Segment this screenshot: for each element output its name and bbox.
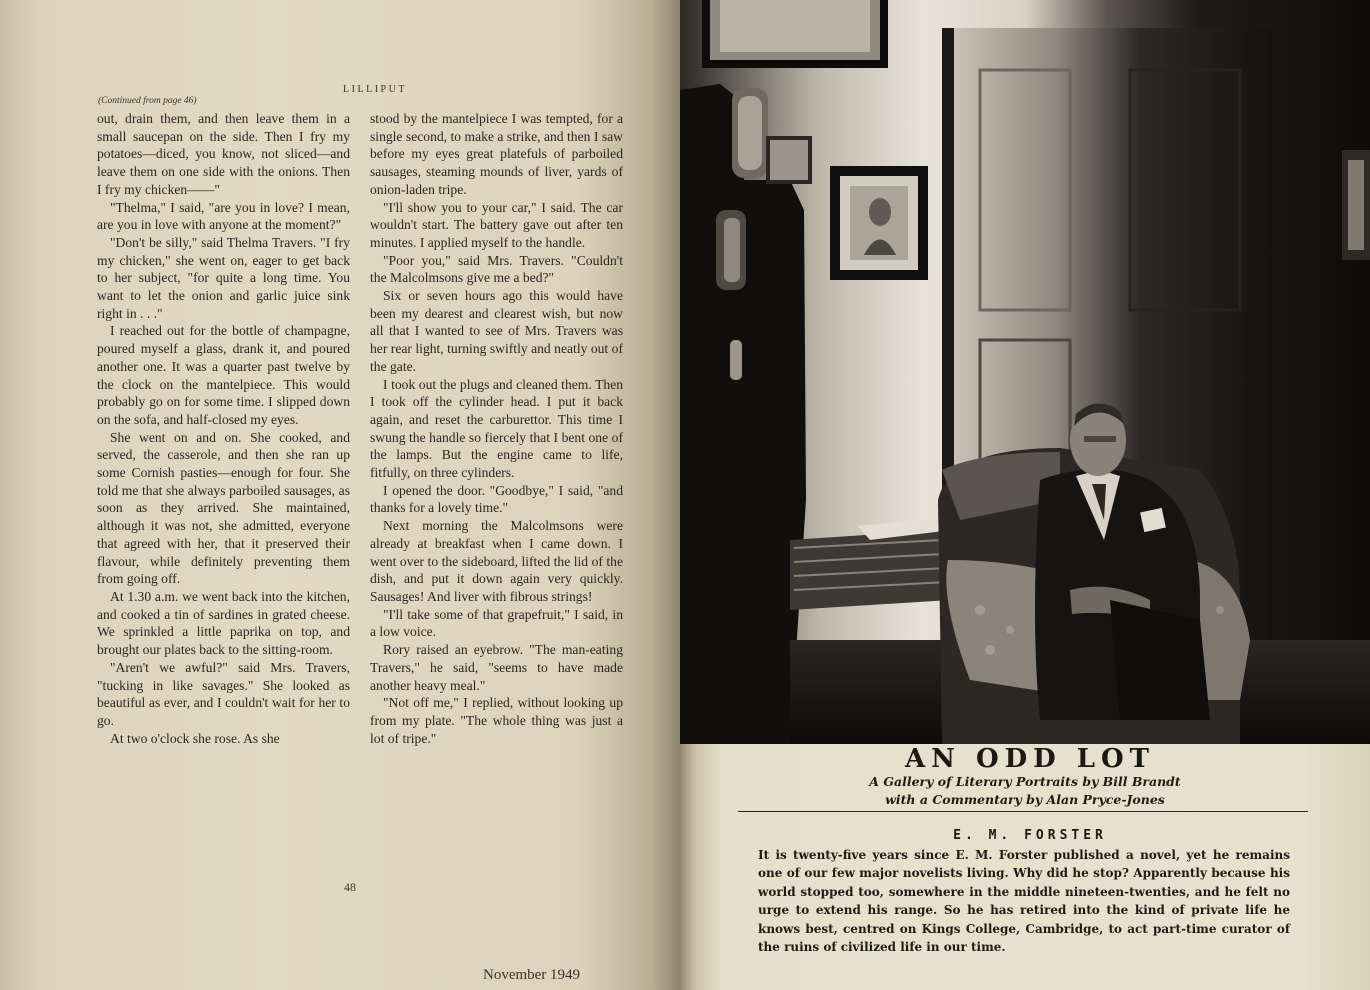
article-subtitle-1: A Gallery of Literary Portraits by Bill Brandt bbox=[869, 774, 1181, 789]
paragraph: I reached out for the bottle of champagne, poured myself a glass, drank it, and poured another one. It was a quarter past twelve by the clock on the mantelpiece. This would probably go on for some time. I slipped down on the sofa, and half-closed my eyes. bbox=[97, 323, 350, 427]
article-headline: AN ODD LOT bbox=[904, 744, 1156, 774]
paragraph: At two o'clock she rose. As she bbox=[110, 730, 280, 746]
commentary-text: It is twenty-five years since E. M. Forster published a novel, yet he remains one of our few major novelists living. Why did he stop? Apparently because his world stopped too, somewhere in the middle nineteen-twenties, and he felt no urge to extend his range. So he has retired into the kind of private life he knows best, centred on Kings College, Cambridge, to act part-time curator of the ruins of civilized life in our time. bbox=[758, 848, 1290, 955]
section-heading: E. M. FORSTER bbox=[953, 828, 1107, 843]
page-number: 48 bbox=[344, 880, 356, 894]
paragraph: "Don't be silly," said Thelma Travers. "I fry my chicken," she went on, eager to get back to her subject, "for quite a long time. You want to let the onion and garlic juice sink right in . . ." bbox=[97, 234, 350, 321]
paragraph: "I'll take some of that grapefruit," I said, in a low voice. bbox=[370, 606, 623, 640]
paragraph: stood by the mantelpiece I was tempted, for a single second, to make a strike, and then I saw before my eyes great platefuls of parboiled sausages, steaming mounds of liver, yards of onion-laden tripe. bbox=[370, 111, 623, 197]
left-page bbox=[0, 0, 680, 990]
paragraph: "I'll show you to your car," I said. The car wouldn't start. The battery gave out after ten minutes. I applied myself to the handle. bbox=[370, 199, 623, 250]
paragraph: "Poor you," said Mrs. Travers. "Couldn't the Malcolmsons give me a bed?" bbox=[370, 252, 623, 286]
paragraph: I took out the plugs and cleaned them. Then I took off the cylinder head. I put it back again, and reset the carburettor. This time I swung the handle so fiercely that I bent one of the lamps. But the engine came to life, fitfully, on three cylinders. bbox=[370, 376, 623, 481]
paragraph: Six or seven hours ago this would have been my dearest and clearest wish, but now all that I wanted to see of Mrs. Travers was her rear light, turning swiftly and neatly out of the gate. bbox=[370, 288, 623, 374]
issue-date: November 1949 bbox=[483, 967, 581, 983]
paragraph: At 1.30 a.m. we went back into the kitchen, and cooked a tin of sardines in grated cheese. We sprinkled a little paprika on top, and brought our plates back to the sitting-room. bbox=[97, 588, 350, 658]
article-subtitle-2: with a Commentary by Alan Pryce-Jones bbox=[885, 792, 1165, 807]
paragraph: "Aren't we awful?" said Mrs. Travers, "tucking in like savages." She looked as beautiful as ever, and I couldn't wait for her to go. bbox=[97, 659, 350, 728]
portrait-photograph bbox=[680, 0, 1370, 744]
continued-note: (Continued from page 46) bbox=[98, 96, 197, 106]
text-column-1 bbox=[97, 110, 350, 747]
paragraph: I opened the door. "Goodbye," I said, "and thanks for a lovely time." bbox=[370, 482, 623, 516]
photo-illustration bbox=[680, 0, 1370, 744]
divider-rule bbox=[738, 811, 1308, 812]
article-header bbox=[680, 744, 1370, 990]
paragraph: "Thelma," I said, "are you in love? I mean, are you in love with anyone at the moment?" bbox=[97, 199, 350, 233]
paragraph: She went on and on. She cooked, and served, the casserole, and then she ran up some Cornish pasties—enough for four. She told me that she always parboiled sausages, as soon as they arrived. She maintained, although it was not, she admitted, everyone that agreed with her, that it preserved their flavour, while definitely preventing them from going off. bbox=[97, 429, 350, 587]
text-column-2 bbox=[370, 110, 623, 747]
paragraph: "Not off me," I replied, without looking up from my plate. "The whole thing was just a lot of tripe." bbox=[370, 695, 623, 746]
paragraph: Next morning the Malcolmsons were already at breakfast when I came down. I went over to the sideboard, lifted the lid of the dish, and put it down again very quickly. Sausages! And liver with fibrous strings! bbox=[370, 518, 623, 604]
paragraph: Rory raised an eyebrow. "The man-eating Travers," he said, "seems to have made another heavy meal." bbox=[370, 642, 623, 693]
paragraph: out, drain them, and then leave them in a small saucepan on the side. Then I fry my potatoes—diced, you know, not sliced—and leave them on one side with the onions. Then I fry my chicken——" bbox=[97, 111, 350, 197]
running-head: LILLIPUT bbox=[343, 84, 407, 95]
